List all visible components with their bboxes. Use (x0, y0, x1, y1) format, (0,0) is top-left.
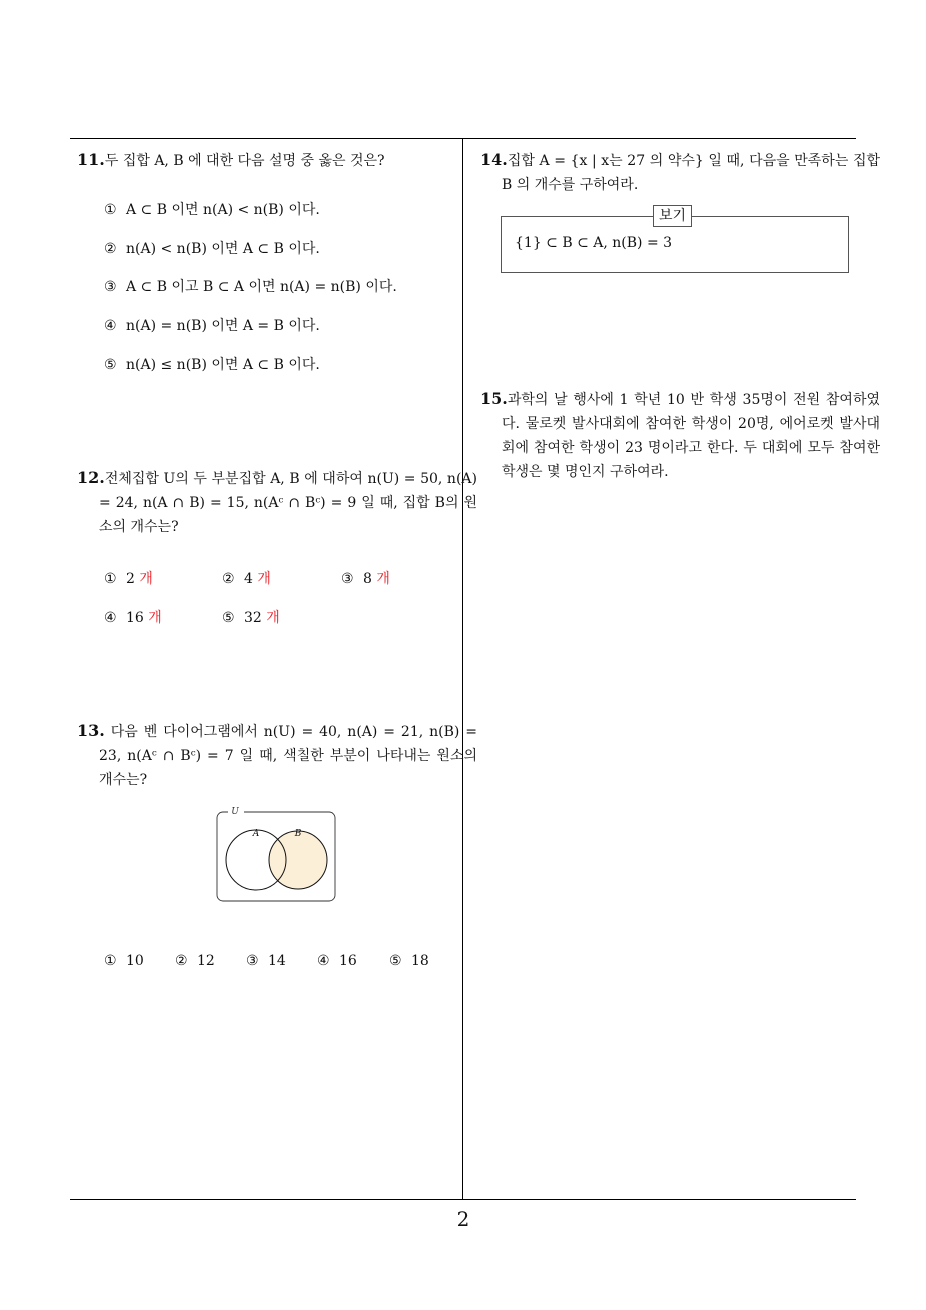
question-number: 13. (77, 721, 105, 740)
q12-option-2[interactable] (222, 569, 271, 589)
q11-option-5[interactable] (104, 355, 320, 375)
option-mark: ⑤ (389, 953, 402, 969)
question-13 (77, 719, 477, 792)
q11-option-3[interactable] (104, 277, 397, 297)
option-value: 10 (126, 953, 144, 969)
option-value: 8 (363, 571, 372, 587)
bottom-rule (70, 1199, 856, 1200)
q11-option-2[interactable] (104, 239, 320, 259)
q11-option-1[interactable] (104, 200, 320, 220)
q12-option-1[interactable] (104, 569, 153, 589)
question-text: 두 집합 A, B 에 대한 다음 설명 중 옳은 것은? (104, 153, 385, 169)
venn-label-u: U (231, 807, 239, 817)
question-number: 15. (480, 389, 508, 408)
option-mark: ④ (317, 953, 330, 969)
q13-option-4[interactable] (317, 951, 357, 971)
page-number: 2 (456, 1207, 470, 1231)
option-value: 12 (197, 953, 215, 969)
option-mark: ⑤ (104, 357, 117, 373)
option-value: 16 (126, 610, 144, 626)
venn-label-a: A (252, 829, 260, 839)
option-mark: ② (104, 241, 117, 257)
option-mark: ① (104, 571, 117, 587)
q13-option-5[interactable] (389, 951, 429, 971)
question-text: 집합 A = {x | x는 27 의 약수} 일 때, 다음을 만족하는 집합 B 의 개수를 구하여라. (502, 153, 880, 193)
q12-option-3[interactable] (341, 569, 390, 589)
venn-diagram (214, 802, 338, 904)
option-unit: 개 (257, 571, 271, 587)
option-mark: ④ (104, 610, 117, 626)
option-mark: ③ (246, 953, 259, 969)
option-value: 14 (268, 953, 286, 969)
option-text: A ⊂ B 이고 B ⊂ A 이면 n(A) = n(B) 이다. (126, 279, 397, 295)
question-number: 14. (480, 150, 508, 169)
option-mark: ⑤ (222, 610, 235, 626)
column-divider (462, 139, 463, 1199)
option-value: 18 (411, 953, 429, 969)
example-box-content: {1} ⊂ B ⊂ A, n(B) = 3 (515, 235, 673, 251)
option-mark: ② (222, 571, 235, 587)
option-mark: ③ (104, 279, 117, 295)
option-value: 32 (244, 610, 262, 626)
question-12 (77, 466, 477, 539)
q12-option-5[interactable] (222, 608, 280, 628)
q13-option-2[interactable] (175, 951, 215, 971)
question-number: 12. (77, 468, 105, 487)
option-unit: 개 (139, 571, 153, 587)
option-text: n(A) = n(B) 이면 A = B 이다. (126, 318, 320, 334)
option-mark: ④ (104, 318, 117, 334)
q13-option-3[interactable] (246, 951, 286, 971)
question-text: 다음 벤 다이어그램에서 n(U) = 40, n(A) = 21, n(B) = 23, n(Aᶜ ∩ Bᶜ) = 7 일 때, 색칠한 부분이 나타내는 원소의 개수는? (99, 724, 478, 788)
option-mark: ③ (341, 571, 354, 587)
venn-label-b: B (294, 829, 302, 839)
option-mark: ① (104, 202, 117, 218)
option-text: n(A) < n(B) 이면 A ⊂ B 이다. (126, 241, 320, 257)
option-text: A ⊂ B 이면 n(A) < n(B) 이다. (126, 202, 320, 218)
option-value: 2 (126, 571, 135, 587)
top-rule (70, 138, 856, 139)
option-unit: 개 (148, 610, 162, 626)
question-number: 11. (77, 150, 105, 169)
question-15 (480, 387, 880, 484)
q12-option-4[interactable] (104, 608, 162, 628)
option-value: 16 (339, 953, 357, 969)
q11-option-4[interactable] (104, 316, 320, 336)
option-value: 4 (244, 571, 253, 587)
option-mark: ① (104, 953, 117, 969)
option-unit: 개 (266, 610, 280, 626)
question-14 (480, 148, 880, 197)
option-unit: 개 (376, 571, 390, 587)
q13-option-1[interactable] (104, 951, 144, 971)
example-box-title: 보기 (653, 205, 692, 227)
question-text: 과학의 날 행사에 1 학년 10 반 학생 35명이 전원 참여하였다. 물로켓 발사대회에 참여한 학생이 20명, 에어로켓 발사대회에 참여한 학생이 23 명이라고 한다. 두 대회에 모두 참여한 학생은 몇 명인지 구하여라. (502, 392, 880, 480)
question-text: 전체집합 U의 두 부분집합 A, B 에 대하여 n(U) = 50, n(A) = 24, n(A ∩ B) = 15, n(Aᶜ ∩ Bᶜ) = 9 일 때, 집합 B의 원소의 개수는? (99, 471, 477, 535)
option-text: n(A) ≤ n(B) 이면 A ⊂ B 이다. (126, 357, 320, 373)
option-mark: ② (175, 953, 188, 969)
question-11 (77, 148, 479, 173)
